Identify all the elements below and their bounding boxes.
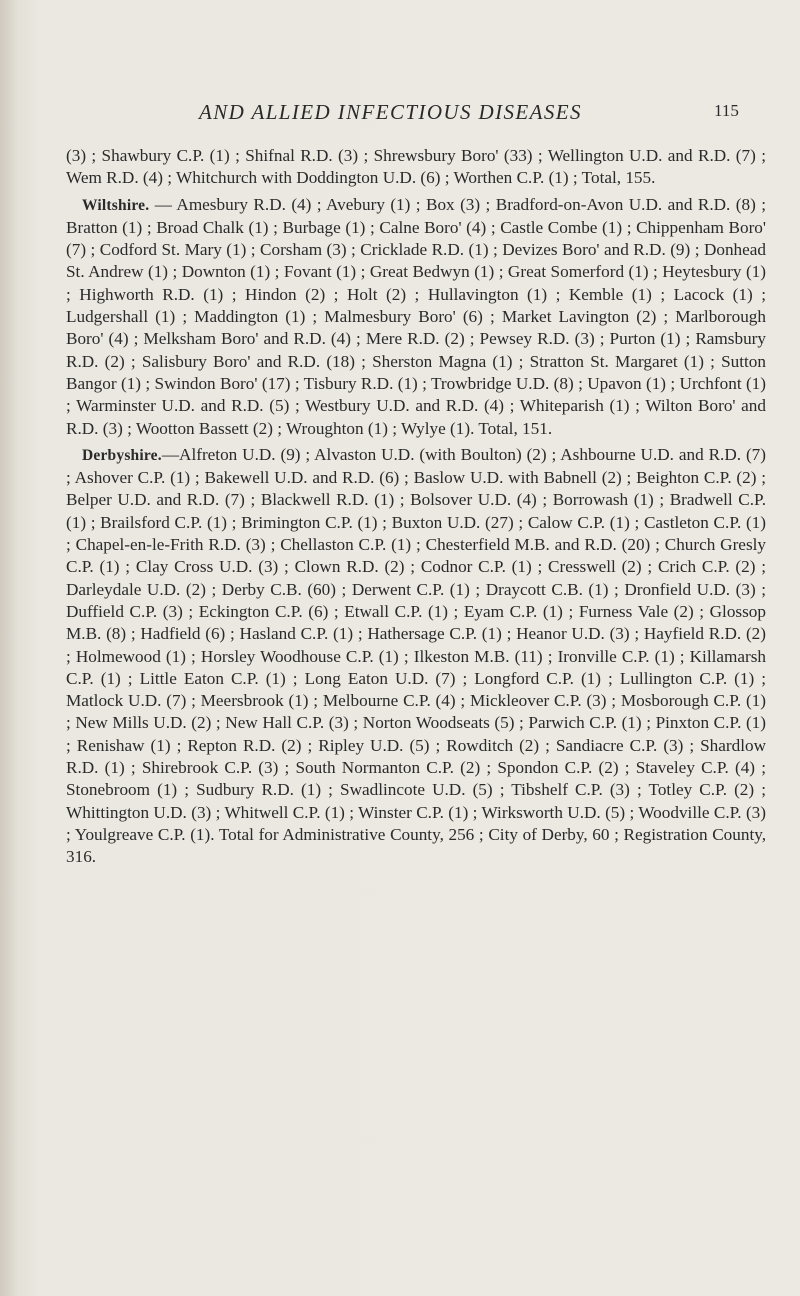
county-heading: Derbyshire. [82, 446, 162, 464]
paragraph-text: —Alfreton U.D. (9) ; Alvaston U.D. (with Boulton) (2) ; Ashbourne U.D. and R.D. (7) ; Ashover C.P. (1) ; Bakewell U.D. and R.D. (6) ; Baslow U.D. with Babnell (2) ; Beighton C.P. (2) ; Belper U.D. and R.D. (7) ; Blackwell R.D. (1) ; Bolsover U.D. (4) ; Borrowash (1) ; Bradwell C.P. (1) ; Brailsford C.P. (1) ; Brimington C.P. (1) ; Buxton U.D. (27) ; Calow C.P. (1) ; Castleton C.P. (1) ; Chapel-en-le-Frith R.D. (3) ; Chellaston C.P. (1) ; Chesterfield M.B. and R.D. (20) ; Church Gresly C.P. (1) ; Clay Cross U.D. (3) ; Clown R.D. (2) ; Codnor C.P. (1) ; Cresswell (2) ; Crich C.P. (2) ; Darleydale U.D. (2) ; Derby C.B. (60) ; Derwent C.P. (1) ; Draycott C.B. (1) ; Dronfield U.D. (3) ; Duffield C.P. (3) ; Eckington C.P. (6) ; Etwall C.P. (1) ; Eyam C.P. (1) ; Furness Vale (2) ; Glossop M.B. (8) ; Hadfield (6) ; Hasland C.P. (1) ; Hathersage C.P. (1) ; Heanor U.D. (3) ; Hayfield R.D. (2) ; Holmewood (1) ; Horsley Woodhouse C.P. (1) ; Ilkeston M.B. (11) ; Ironville C.P. (1) ; Killamarsh C.P. (1) ; Little Eaton C.P. (1) ; Long Eaton U.D. (7) ; Longford C.P. (1) ; Lullington C.P. (1) ; Matlock U.D. (7) ; Meersbrook (1) ; Melbourne C.P. (4) ; Mickleover C.P. (3) ; Mosborough C.P. (1) ; New Mills U.D. (2) ; New Hall C.P. (3) ; Norton Woodseats (5) ; Parwich C.P. (1) ; Pinxton C.P. (1) ; Renishaw (1) ; Repton R.D. (2) ; Ripley U.D. (5) ; Rowditch (2) ; Sandiacre C.P. (3) ; Shardlow R.D. (1) ; Shirebrook C.P. (3) ; South Normanton C.P. (2) ; Spondon C.P. (2) ; Staveley C.P. (4) ; Stonebroom (1) ; Sudbury R.D. (1) ; Swadlincote U.D. (5) ; Tibshelf C.P. (3) ; Totley C.P. (2) ; Whittington U.D. (3) ; Whitwell C.P. (1) ; Winster C.P. (1) ; Wirksworth U.D. (5) ; Woodville C.P. (3) ; Youlgreave C.P. (1). Total for Administrative County, 256 ; City of Derby, 60 ; Registration County, 316. [66, 444, 766, 867]
paragraph-text: — Amesbury R.D. (4) ; Avebury (1) ; Box (3) ; Bradford-on-Avon U.D. and R.D. (8) ; Bratton (1) ; Broad Chalk (1) ; Burbage (1) ; Calne Boro' (4) ; Castle Combe (1) ; Chippenham Boro' (7) ; Codford St. Mary (1) ; Corsham (3) ; Cricklade R.D. (1) ; Devizes Boro' and R.D. (9) ; Donhead St. Andrew (1) ; Downton (1) ; Fovant (1) ; Great Bedwyn (1) ; Great Somerford (1) ; Heytesbury (1) ; Highworth R.D. (1) ; Hindon (2) ; Holt (2) ; Hullavington (1) ; Kemble (1) ; Lacock (1) ; Ludgershall (1) ; Maddington (1) ; Malmesbury Boro' (6) ; Market Lavington (2) ; Marlborough Boro' (4) ; Melksham Boro' and R.D. (4) ; Mere R.D. (2) ; Pewsey R.D. (3) ; Purton (1) ; Ramsbury R.D. (2) ; Salisbury Boro' and R.D. (18) ; Sherston Magna (1) ; Stratton St. Margaret (1) ; Sutton Bangor (1) ; Swindon Boro' (17) ; Tisbury R.D. (1) ; Trowbridge U.D. (8) ; Upavon (1) ; Urchfont (1) ; Warminster U.D. and R.D. (5) ; Westbury U.D. and R.D. (4) ; Whiteparish (1) ; Wilton Boro' and R.D. (3) ; Wootton Bassett (2) ; Wroughton (1) ; Wylye (1). Total, 151. [66, 194, 766, 438]
running-title: AND ALLIED INFECTIOUS DISEASES [199, 100, 582, 124]
paragraph-wiltshire [66, 194, 766, 440]
page-number: 115 [714, 101, 739, 120]
paragraph-text: (3) ; Shawbury C.P. (1) ; Shifnal R.D. (3) ; Shrewsbury Boro' (33) ; Wellington U.D. and R.D. (7) ; Wem R.D. (4) ; Whitchurch with Doddington U.D. (6) ; Worthen C.P. (1) ; Total, 155. [66, 146, 766, 188]
paragraph-derbyshire [66, 444, 766, 869]
page-header [0, 100, 800, 130]
page-body [66, 145, 766, 873]
paragraph-continuation [66, 145, 766, 190]
county-heading: Wiltshire. [82, 196, 150, 214]
